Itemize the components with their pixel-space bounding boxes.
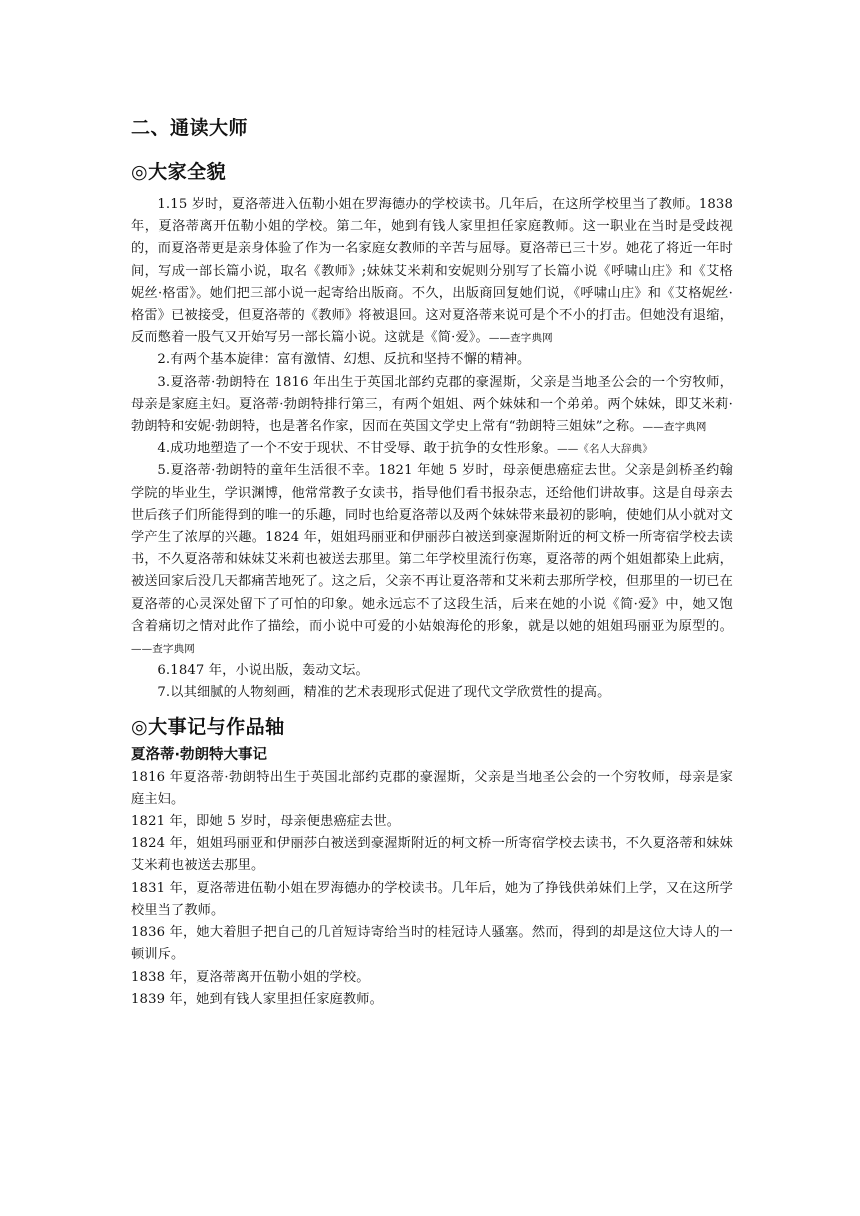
overview-item-text: 6.1847 年，小说出版，轰动文坛。 — [157, 663, 369, 679]
overview-item-text: 2.有两个基本旋律：富有激情、幻想、反抗和坚持不懈的精神。 — [157, 352, 531, 368]
section-title-overview: ◎大家全貌 — [131, 161, 227, 183]
overview-item-source: ——查字典网 — [488, 332, 553, 345]
overview-item — [131, 349, 733, 371]
timeline-list — [131, 767, 733, 1011]
overview-item — [131, 194, 733, 349]
overview-item — [131, 372, 733, 439]
overview-item-source: ——查字典网 — [642, 421, 707, 434]
overview-item-text: 4.成功地塑造了一个不安于现状、不甘受辱、敢于抗争的女性形象。 — [157, 441, 558, 457]
overview-item-text: 5.夏洛蒂·勃朗特的童年生活很不幸。1821 年她 5 岁时，母亲便患癌症去世。父亲是剑桥圣约翰学院的毕业生，学识渊博，他常常教子女读书，指导他们看书报杂志，还给他们讲故事。这是自母亲去世后孩子们所能得到的唯一的乐趣，同时也给夏洛蒂以及两个妹妹带来最初的影响，使她们从小就对文学产生了浓厚的兴趣。1824 年，姐姐玛丽亚和伊丽莎白被送到豪渥斯附近的柯文桥一所寄宿学校去读书，不久夏洛蒂和妹妹艾米莉也被送去那里。第二年学校里流行伤寒，夏洛蒂的两个姐姐都染上此病，被送回家后没几天都痛苦地死了。这之后，父亲不再让夏洛蒂和艾米莉去那所学校，但那里的一切已在夏洛蒂的心灵深处留下了可怕的印象。她永远忘不了这段生活，后来在她的小说《简·爱》中，她又饱含着痛切之情对此作了描绘，而小说中可爱的小姑娘海伦的形象，就是以她的姐姐玛丽亚为原型的。 — [131, 463, 733, 634]
overview-item — [131, 682, 733, 704]
document-page — [131, 110, 733, 1011]
overview-item-text: 7.以其细腻的人物刻画，精准的艺术表现形式促进了现代文学欣赏性的提高。 — [157, 685, 611, 701]
overview-item — [131, 460, 733, 660]
overview-list — [131, 194, 733, 705]
timeline-event: 1824 年，姐姐玛丽亚和伊丽莎白被送到豪渥斯附近的柯文桥一所寄宿学校去读书，不久夏洛蒂和妹妹艾米莉也被送去那里。 — [131, 836, 733, 874]
section-title-timeline: ◎大事记与作品轴 — [131, 715, 285, 738]
overview-item-text: 1.15 岁时，夏洛蒂进入伍勒小姐在罗海德办的学校读书。几年后，在这所学校里当了教师。1838 年，夏洛蒂离开伍勒小姐的学校。第二年，她到有钱人家里担任家庭教师。这一职业在当时是受歧视的，而夏洛蒂更是亲身体验了作为一名家庭女教师的辛苦与屈辱。夏洛蒂已三十岁。她花了将近一年时间，写成一部长篇小说，取名《教师》;妹妹艾米莉和安妮则分别写了长篇小说《呼啸山庄》和《艾格妮丝·格雷》。她们把三部小说一起寄给出版商。不久，出版商回复她们说，《呼啸山庄》和《艾格妮丝·格雷》已被接受，但夏洛蒂的《教师》将被退回。这对夏洛蒂来说可是个不小的打击。但她没有退缩，反而憋着一股气又开始写另一部长篇小说。这就是《简·爱》。 — [131, 197, 733, 346]
overview-item-text: 3.夏洛蒂·勃朗特在 1816 年出生于英国北部约克郡的豪渥斯，父亲是当地圣公会的一个穷牧师，母亲是家庭主妇。夏洛蒂·勃朗特排行第三，有两个姐姐、两个妹妹和一个弟弟。两个妹妹，即艾米莉·勃朗特和安妮·勃朗特，也是著名作家，因而在英国文学史上常有“勃朗特三姐妹”之称。 — [131, 374, 733, 435]
timeline-event: 1816 年夏洛蒂·勃朗特出生于英国北部约克郡的豪渥斯，父亲是当地圣公会的一个穷牧师，母亲是家庭主妇。 — [131, 769, 733, 807]
timeline-event: 1838 年，夏洛蒂离开伍勒小姐的学校。 — [131, 969, 370, 985]
timeline-event: 1821 年，即她 5 岁时，母亲便患癌症去世。 — [131, 814, 401, 830]
timeline-subtitle: 夏洛蒂·勃朗特大事记 — [131, 746, 268, 763]
overview-item — [131, 660, 733, 682]
overview-item-source: ——查字典网 — [131, 643, 195, 656]
timeline-event: 1836 年，她大着胆子把自己的几首短诗寄给当时的桂冠诗人骚塞。然而，得到的却是这位大诗人的一顿训斥。 — [131, 925, 733, 963]
timeline-event: 1831 年，夏洛蒂进伍勒小姐在罗海德办的学校读书。几年后，她为了挣钱供弟妹们上学，又在这所学校里当了教师。 — [131, 880, 733, 918]
overview-item — [131, 438, 733, 460]
overview-item-source: ——《名人大辞典》 — [557, 443, 653, 456]
page-heading: 二、通读大师 — [131, 117, 249, 139]
timeline-event: 1839 年，她到有钱人家里担任家庭教师。 — [131, 991, 383, 1007]
